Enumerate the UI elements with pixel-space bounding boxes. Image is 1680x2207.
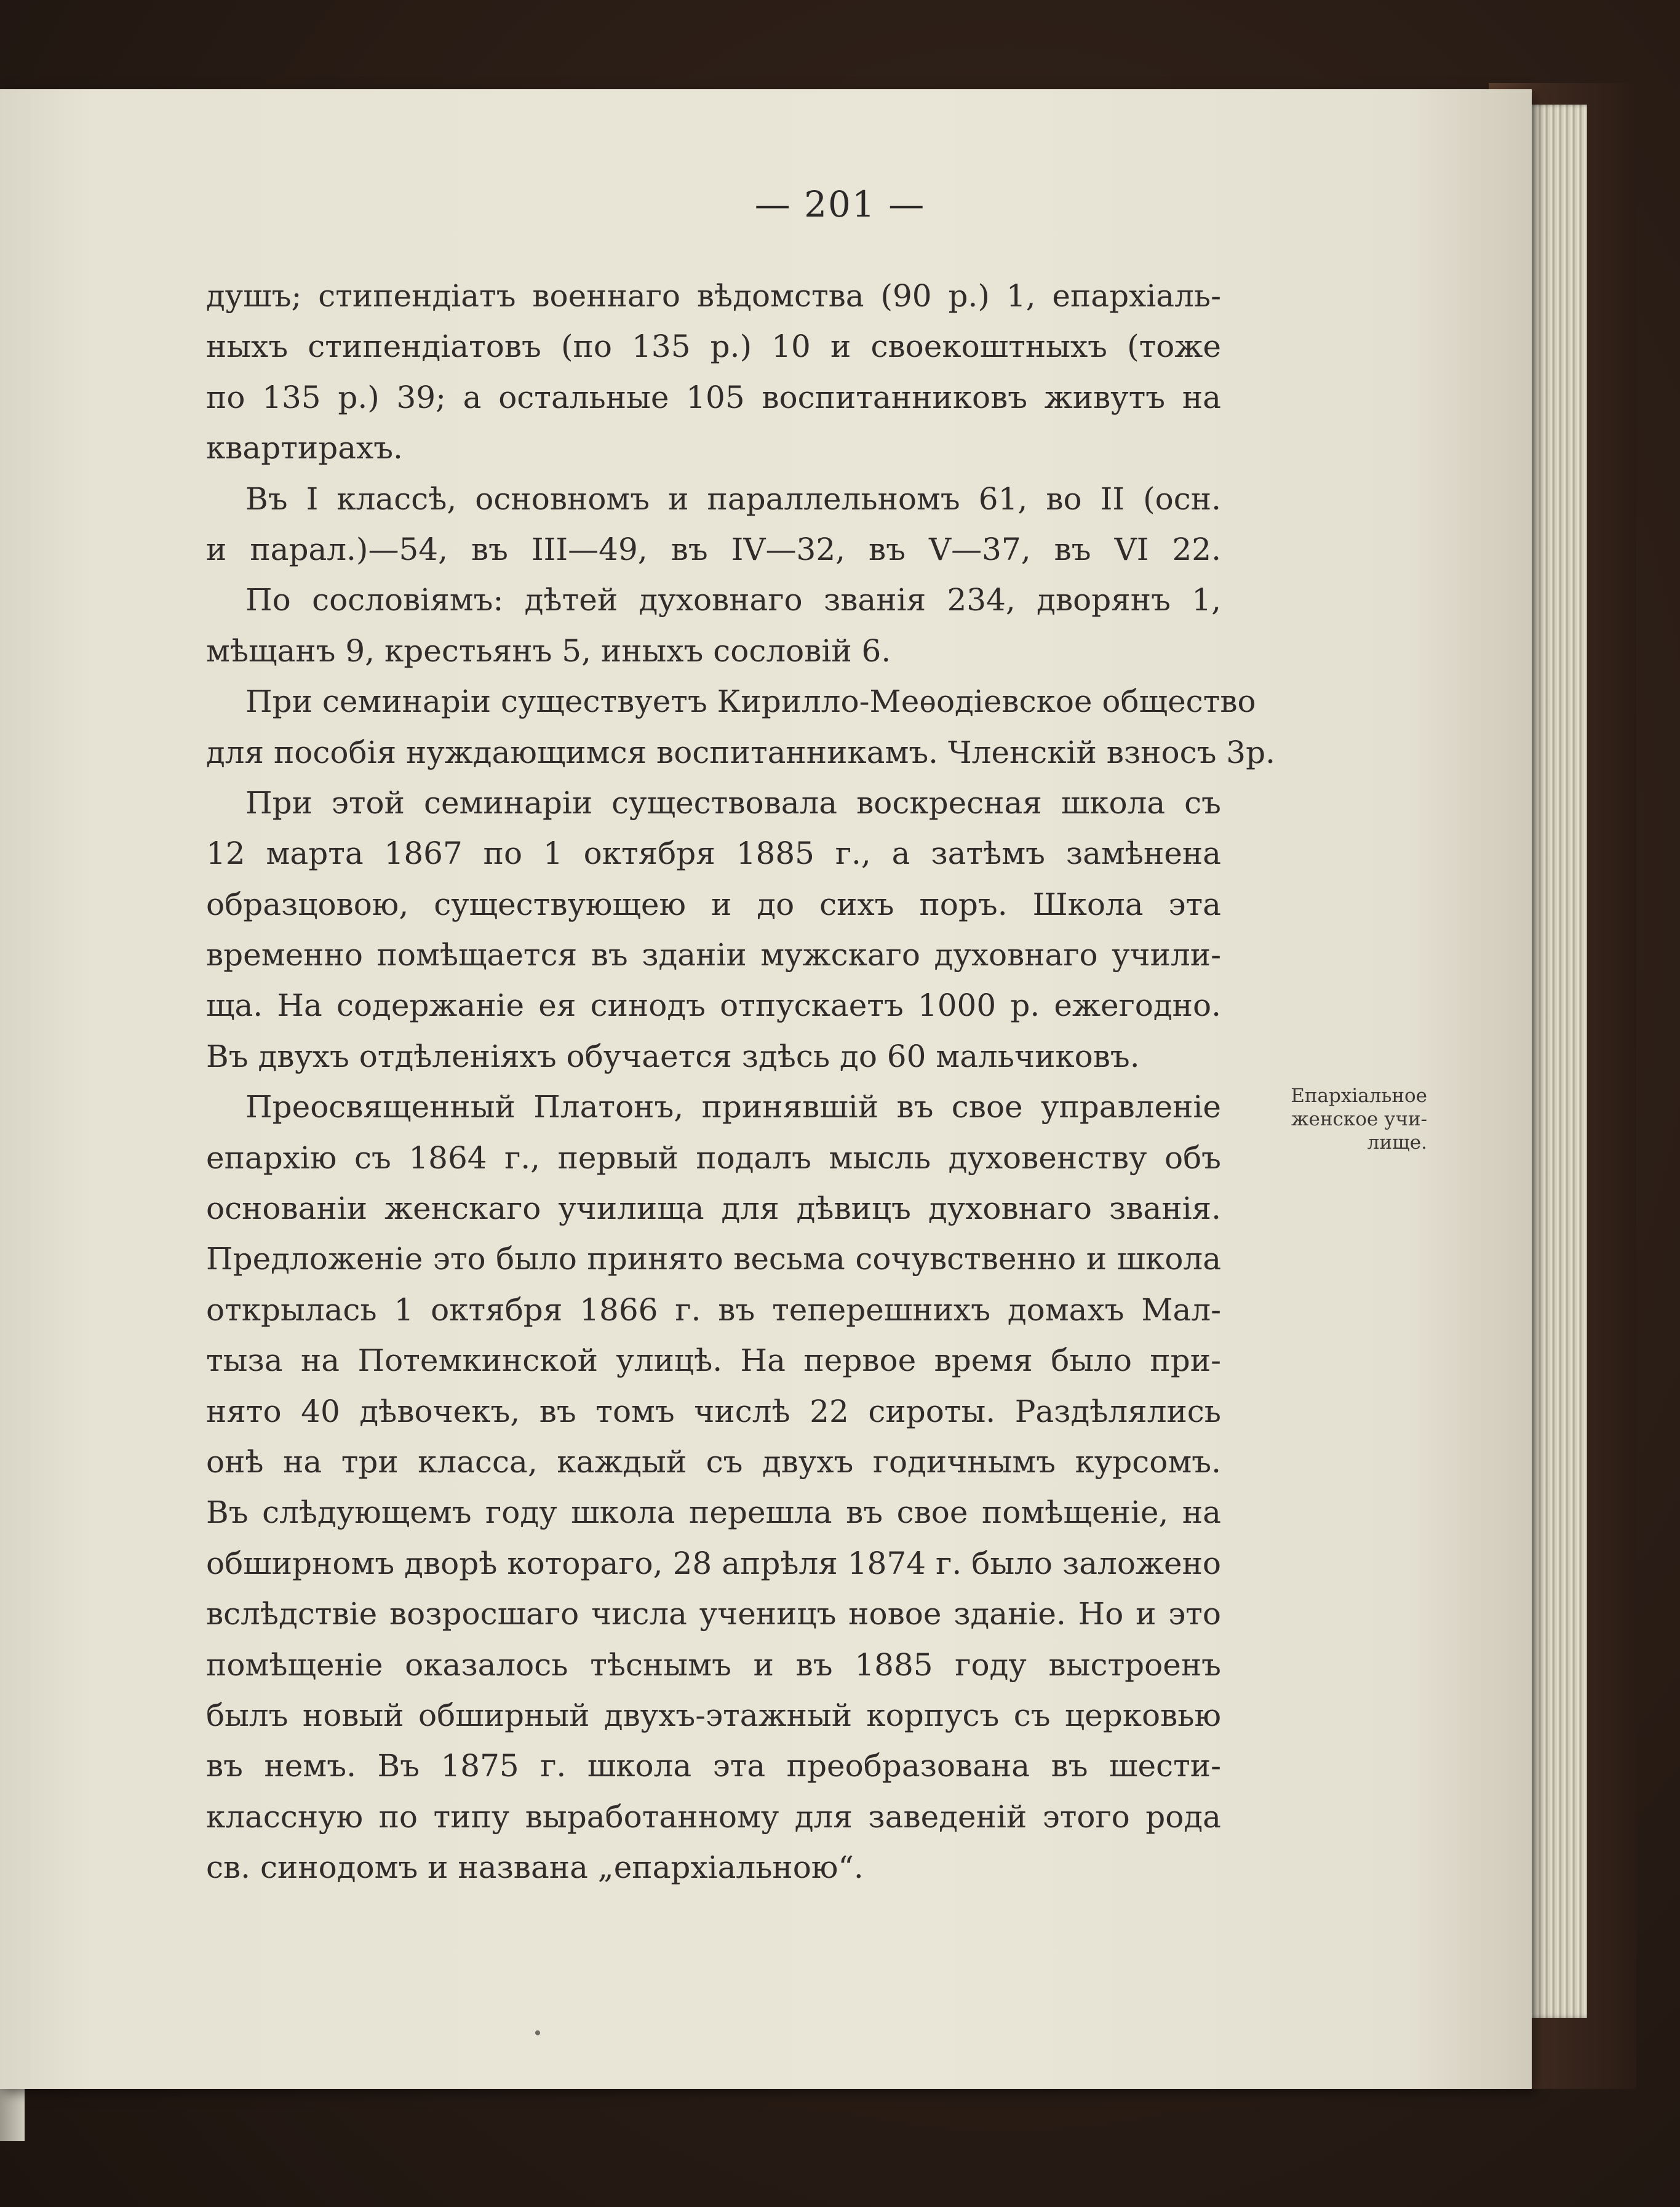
- text-line: открылась 1 октября 1866 г. въ теперешнихъ домахъ Мал-: [206, 1291, 1221, 1328]
- text-line: душъ; стипендіатъ военнаго вѣдомства (90 р.) 1, епархіаль-: [206, 278, 1221, 314]
- page-number: — 201 —: [754, 183, 926, 225]
- text-line: Въ двухъ отдѣленіяхъ обучается здѣсь до 60 мальчиковъ.: [206, 1038, 1140, 1074]
- marginal-note-line: Епархіальное: [1291, 1085, 1427, 1107]
- paragraph-start: Преосвященный Платонъ, принявшій въ свое управленіе: [245, 1089, 1221, 1125]
- marginal-note-line: лище.: [1367, 1131, 1427, 1154]
- text-line: Въ слѣдующемъ году школа перешла въ свое помѣщеніе, на: [206, 1495, 1221, 1531]
- text-line: образцовою, существующею и до сихъ поръ. Школа эта: [206, 886, 1221, 922]
- text-line: для пособія нуждающимся воспитанникамъ. Членскій взносъ 3р.: [206, 734, 1276, 770]
- text-line: ныхъ стипендіатовъ (по 135 р.) 10 и своекоштныхъ (тоже: [206, 329, 1221, 365]
- paragraph-start: При семинаріи существуетъ Кирилло-Меѳодіевское общество: [245, 684, 1256, 720]
- text-line: въ немъ. Въ 1875 г. школа эта преобразована въ шести-: [206, 1748, 1221, 1784]
- text-line: по 135 р.) 39; а остальные 105 воспитанниковъ живутъ на: [206, 379, 1221, 415]
- text-line: мѣщанъ 9, крестьянъ 5, иныхъ сословій 6.: [206, 633, 891, 669]
- text-line: тыза на Потемкинской улицѣ. На первое время было при-: [206, 1343, 1221, 1379]
- marginal-note: [1243, 1084, 1427, 1154]
- body-text: [206, 271, 1276, 1893]
- paper-speck: [535, 2030, 540, 2035]
- text-line: Предложеніе это было принято весьма сочувственно и школа: [206, 1241, 1221, 1277]
- text-line: вслѣдствіе возросшаго числа ученицъ новое зданіе. Но и это: [206, 1596, 1221, 1632]
- text-line: обширномъ дворѣ котораго, 28 апрѣля 1874 г. было заложено: [206, 1545, 1221, 1581]
- paragraph-start: При этой семинаріи существовала воскресная школа съ: [245, 784, 1221, 821]
- paragraph-start: Въ I классѣ, основномъ и параллельномъ 61, во II (осн.: [245, 481, 1221, 517]
- text-line: квартирахъ.: [206, 430, 403, 466]
- marginal-note-line: женское учи-: [1291, 1108, 1427, 1130]
- text-line: онѣ на три класса, каждый съ двухъ годичнымъ курсомъ.: [206, 1443, 1221, 1480]
- text-line: былъ новый обширный двухъ-этажный корпусъ съ церковью: [206, 1697, 1221, 1733]
- text-line: временно помѣщается въ зданіи мужскаго духовнаго учили-: [206, 937, 1221, 973]
- text-line: помѣщеніе оказалось тѣснымъ и въ 1885 году выстроенъ: [206, 1646, 1221, 1683]
- text-line: и парал.)—54, въ III—49, въ IV—32, въ V—37, въ VI 22.: [206, 531, 1221, 567]
- text-line: основаніи женскаго училища для дѣвицъ духовнаго званія.: [206, 1191, 1221, 1227]
- text-line: ща. На содержаніе ея синодъ отпускаетъ 1000 р. ежегодно.: [206, 988, 1221, 1024]
- text-line: классную по типу выработанному для заведеній этого рода: [206, 1798, 1221, 1835]
- text-line: св. синодомъ и названа „епархіальною“.: [206, 1850, 864, 1886]
- text-line: 12 марта 1867 по 1 октября 1885 г., а затѣмъ замѣнена: [206, 836, 1221, 872]
- paragraph-start: По сословіямъ: дѣтей духовнаго званія 234, дворянъ 1,: [245, 582, 1221, 618]
- text-line: нято 40 дѣвочекъ, въ томъ числѣ 22 сироты. Раздѣлялись: [206, 1393, 1221, 1429]
- text-line: епархію съ 1864 г., первый подалъ мысль духовенству объ: [206, 1139, 1221, 1176]
